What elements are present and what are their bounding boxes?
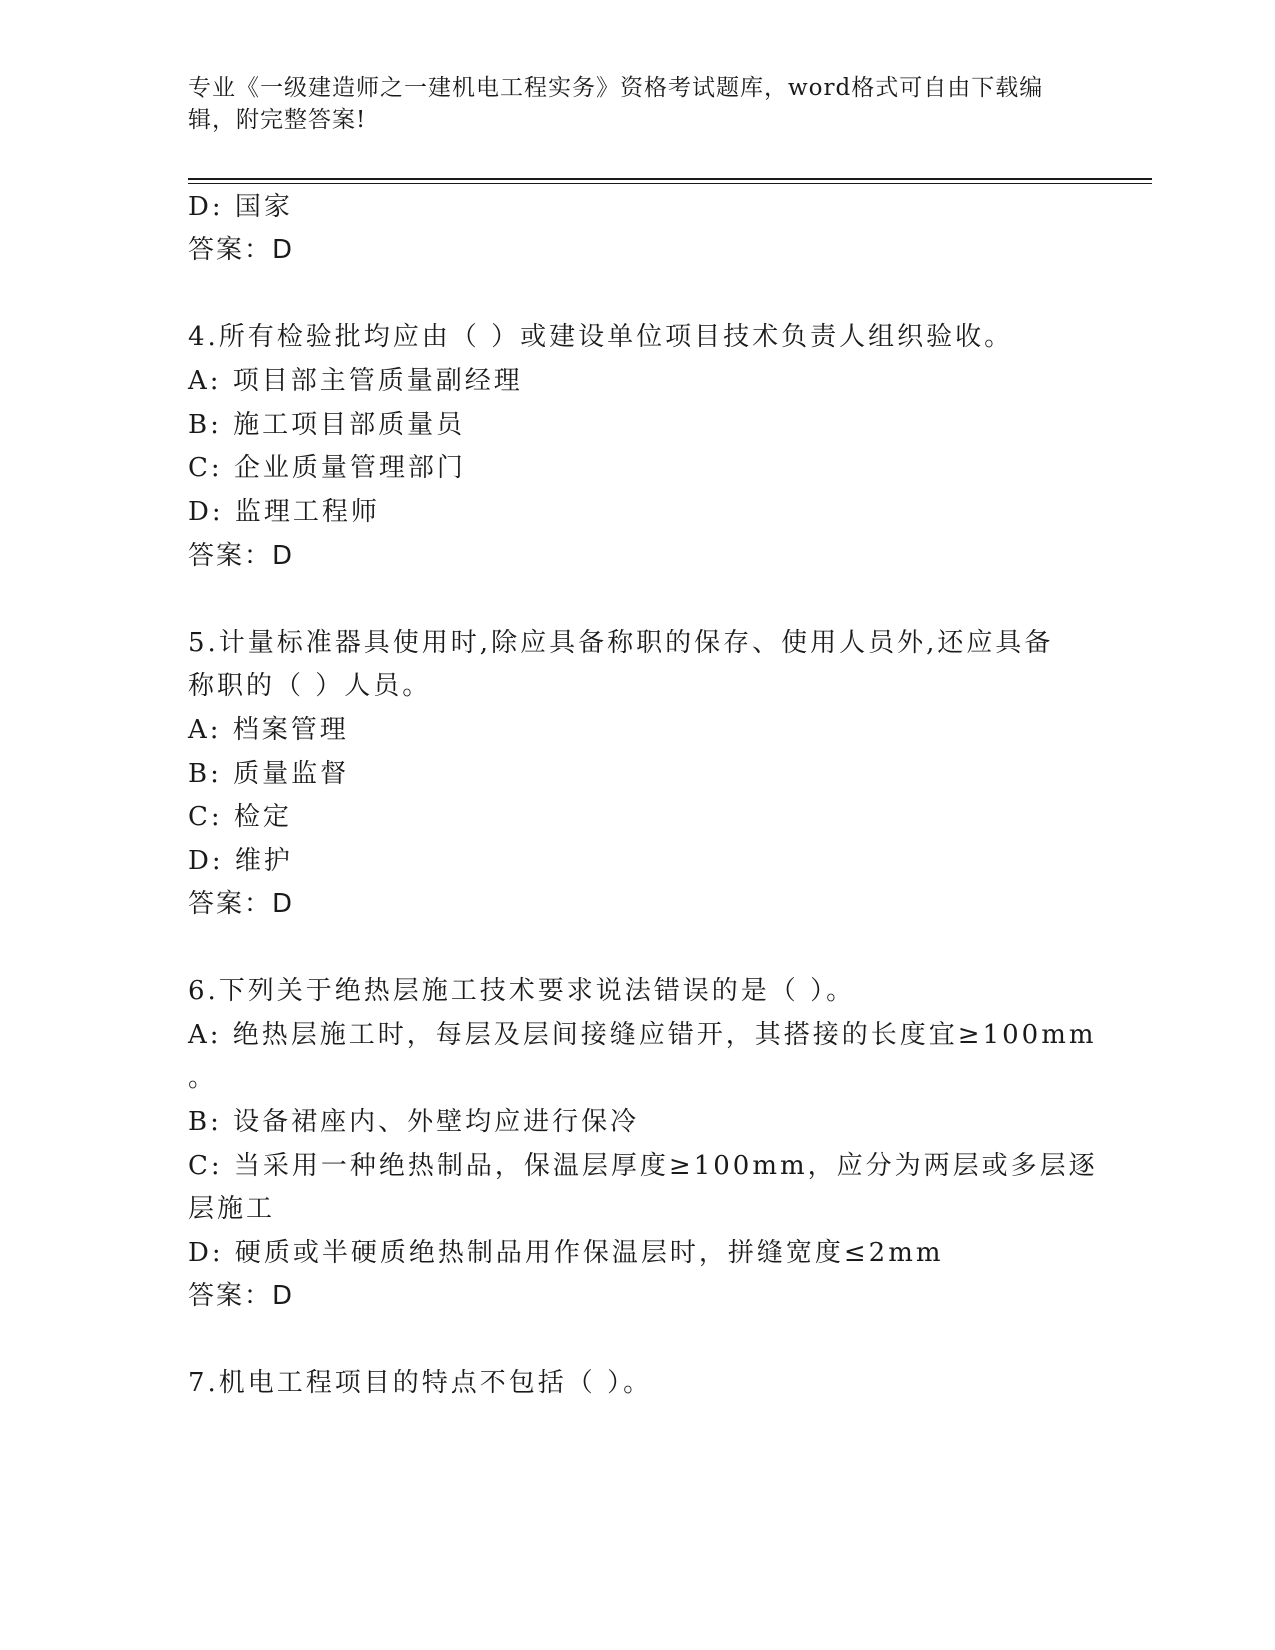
option-c: C: 当采用一种绝热制品，保温层厚度≥100mm，应分为两层或多层逐 <box>188 1151 1098 1181</box>
question-stem: 6.下列关于绝热层施工技术要求说法错误的是（ ）。 <box>188 976 856 1006</box>
option-b: B: 施工项目部质量员 <box>188 410 466 440</box>
answer-line: 答案：D <box>188 1281 295 1311</box>
option-d: D: 硬质或半硬质绝热制品用作保温层时，拼缝宽度≤2mm <box>188 1238 944 1268</box>
option-a-continued: 。 <box>188 1063 218 1093</box>
option-d: D: 维护 <box>188 846 293 876</box>
option-c: C: 检定 <box>188 802 292 832</box>
question-stem: 7.机电工程项目的特点不包括（ ）。 <box>188 1368 653 1398</box>
question-stem-continued: 称职的（ ）人员。 <box>188 671 432 701</box>
page-header: 专业《一级建造师之一建机电工程实务》资格考试题库，word格式可自由下载编辑，附完整答案! <box>188 75 1044 133</box>
answer-line: 答案：D <box>188 889 295 919</box>
option-c: C: 企业质量管理部门 <box>188 453 466 483</box>
answer-line: 答案：D <box>188 235 295 265</box>
option-c-continued: 层施工 <box>188 1194 276 1224</box>
option-d: D: 监理工程师 <box>188 497 380 527</box>
header-divider-thin <box>188 183 1152 184</box>
option-b: B: 设备裙座内、外壁均应进行保冷 <box>188 1107 640 1137</box>
answer-line: 答案：D <box>188 541 295 571</box>
question-stem: 4.所有检验批均应由（ ）或建设单位项目技术负责人组织验收。 <box>188 322 1014 352</box>
question-stem: 5.计量标准器具使用时,除应具备称职的保存、使用人员外,还应具备 <box>188 628 1054 658</box>
option-d: D: 国家 <box>188 192 293 222</box>
option-a: A: 档案管理 <box>188 715 349 745</box>
option-b: B: 质量监督 <box>188 759 350 789</box>
option-a: A: 项目部主管质量副经理 <box>188 366 523 396</box>
option-a: A: 绝热层施工时，每层及层间接缝应错开，其搭接的长度宜≥100mm <box>188 1020 1097 1050</box>
header-divider <box>188 178 1152 180</box>
